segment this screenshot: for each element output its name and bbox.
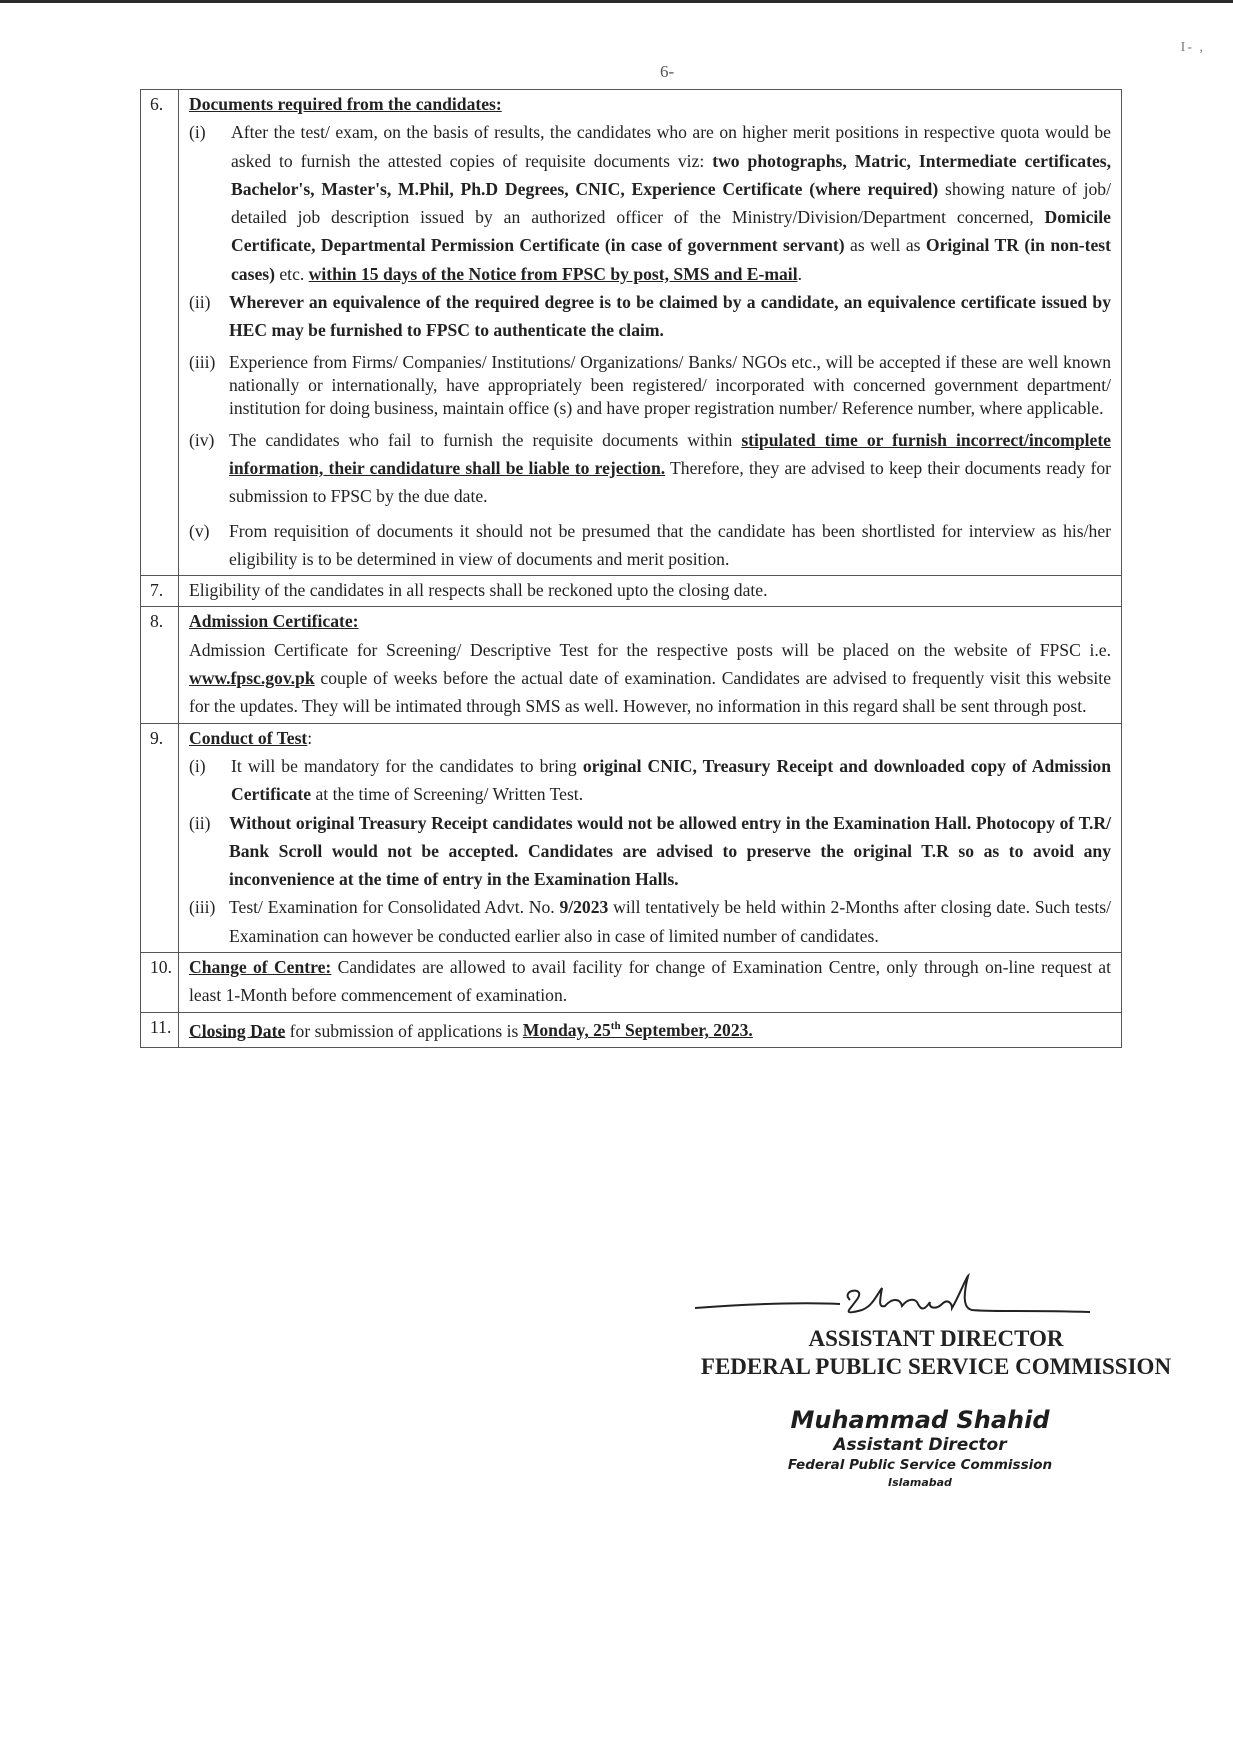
- sub-item-text: Test/ Examination for Consolidated Advt. No. 9/2023 will tentatively be held within 2-Months after closing date. Such tests/ Examination can however be conducted earlier also in case of limited number of candidates.: [229, 897, 1111, 946]
- stamp-city: Islamabad: [888, 1476, 952, 1489]
- item-body: [179, 90, 1122, 576]
- sub-item-text: Wherever an equivalence of the required degree is to be claimed by a candidate, an equivalence certificate issued by HEC may be furnished to FPSC to authenticate the claim.: [229, 292, 1111, 341]
- sub-item-label: (iii): [189, 897, 216, 918]
- item-body: Closing Date for submission of applications is Monday, 25th September, 2023.: [179, 1012, 1122, 1047]
- handwritten-signature: [690, 1268, 1110, 1328]
- conditions-table: [140, 89, 1122, 1048]
- section-text: Admission Certificate for Screening/ Descriptive Test for the respective posts will be placed on the website of FPSC i.e. www.fpsc.gov.pk couple of weeks before the actual date of examination. Candidates are advised to frequently visit this website for the updates. They will be intimated through SMS as well. However, no information in this regard shall be sent through post.: [189, 639, 1111, 717]
- scan-top-border: [0, 0, 1233, 3]
- sub-item-label: (iii): [189, 351, 216, 372]
- sub-item-text: The candidates who fail to furnish the requisite documents within stipulated time or furnish incorrect/incomplete information, their candidature shall be liable to rejection. Therefore, they are advised to keep their documents ready for submission to FPSC by the due date.: [229, 429, 1111, 507]
- sub-item: [189, 288, 1111, 345]
- table-row: [141, 607, 1122, 723]
- scan-mark: I- ,: [1180, 40, 1205, 55]
- sub-item-text: It will be mandatory for the candidates to bring original CNIC, Treasury Receipt and downloaded copy of Admission Certificate at the time of Screening/ Written Test.: [231, 755, 1111, 805]
- item-body: [179, 607, 1122, 723]
- section-heading: Conduct of Test:: [189, 727, 313, 748]
- sub-item: [189, 517, 1111, 574]
- sub-item: [189, 118, 1111, 288]
- official-stamp: [770, 1405, 1070, 1491]
- sub-item-text: Without original Treasury Receipt candidates would not be allowed entry in the Examination Hall. Photocopy of T.R/ Bank Scroll would not be accepted. Candidates are advised to preserve the original T.R so as to avoid any inconvenience at the time of entry in the Examination Halls.: [229, 812, 1111, 890]
- sub-item: [189, 752, 1111, 809]
- sub-item-label: (i): [189, 122, 206, 143]
- table-row: [141, 1012, 1122, 1047]
- section-heading: Documents required from the candidates:: [189, 94, 502, 114]
- signatory-designation: ASSISTANT DIRECTOR: [808, 1326, 1064, 1351]
- sub-item-label: (iv): [189, 429, 215, 450]
- item-number: 6.: [141, 90, 179, 576]
- sub-item-text: Experience from Firms/ Companies/ Institutions/ Organizations/ Banks/ NGOs etc., will be accepted if these are well known nationally or internationally, have appropriately been registered/ incorporated with concerned government department/ institution for doing business, maintain office (s) and have proper registration number/ Reference number, where applicable.: [229, 351, 1111, 418]
- sub-item: [189, 426, 1111, 511]
- stamp-designation: Assistant Director: [833, 1435, 1007, 1455]
- table-row: [141, 90, 1122, 576]
- closing-date: Monday, 25th September, 2023.: [522, 1020, 753, 1041]
- signatory-organization: FEDERAL PUBLIC SERVICE COMMISSION: [700, 1354, 1172, 1379]
- page-number: 6-: [660, 62, 675, 81]
- item-number: 10.: [141, 953, 179, 1013]
- sub-item-label: (v): [189, 520, 210, 541]
- table-row: [141, 576, 1122, 607]
- section-heading: Admission Certificate:: [189, 611, 359, 632]
- item-number: 8.: [141, 607, 179, 723]
- sub-item: [189, 809, 1111, 894]
- item-number: 7.: [141, 576, 179, 607]
- sub-item-text: From requisition of documents it should not be presumed that the candidate has been shortlisted for interview as his/her eligibility is to be determined in view of documents and merit position.: [229, 520, 1111, 569]
- sub-item-text: After the test/ exam, on the basis of results, the candidates who are on higher merit positions in respective quota would be asked to furnish the attested copies of requisite documents viz: two photographs, Matric, Intermediate certificates, Bachelor's, Master's, M.Phil, Ph.D Degrees, CNIC, Experience Certificate (where required) showing nature of job/ detailed job description issued by an authorized officer of the Ministry/Division/Department concerned, Domicile Certificate, Departmental Permission Certificate (in case of government servant) as well as Original TR (in non-test cases) etc. within 15 days of the Notice from FPSC by post, SMS and E-mail.: [231, 122, 1111, 284]
- table-row: [141, 953, 1122, 1013]
- website-link[interactable]: www.fpsc.gov.pk: [189, 668, 315, 689]
- sub-item-label: (i): [189, 755, 206, 776]
- stamp-name: Muhammad Shahid: [790, 1406, 1050, 1434]
- item-number: 9.: [141, 723, 179, 952]
- sub-item: [189, 351, 1111, 420]
- item-body: Eligibility of the candidates in all respects shall be reckoned upto the closing date.: [179, 576, 1122, 607]
- stamp-organization: Federal Public Service Commission: [787, 1457, 1053, 1473]
- table-row: [141, 723, 1122, 952]
- item-number: 11.: [141, 1012, 179, 1047]
- sub-item-label: (ii): [189, 812, 211, 833]
- sub-item: [189, 893, 1111, 950]
- item-body: [179, 723, 1122, 952]
- item-body: Change of Centre: Candidates are allowed to avail facility for change of Examination Centre, only through on-line request at least 1-Month before commencement of examination.: [179, 953, 1122, 1013]
- sub-item-label: (ii): [189, 292, 211, 313]
- signatory-title: [676, 1325, 1196, 1381]
